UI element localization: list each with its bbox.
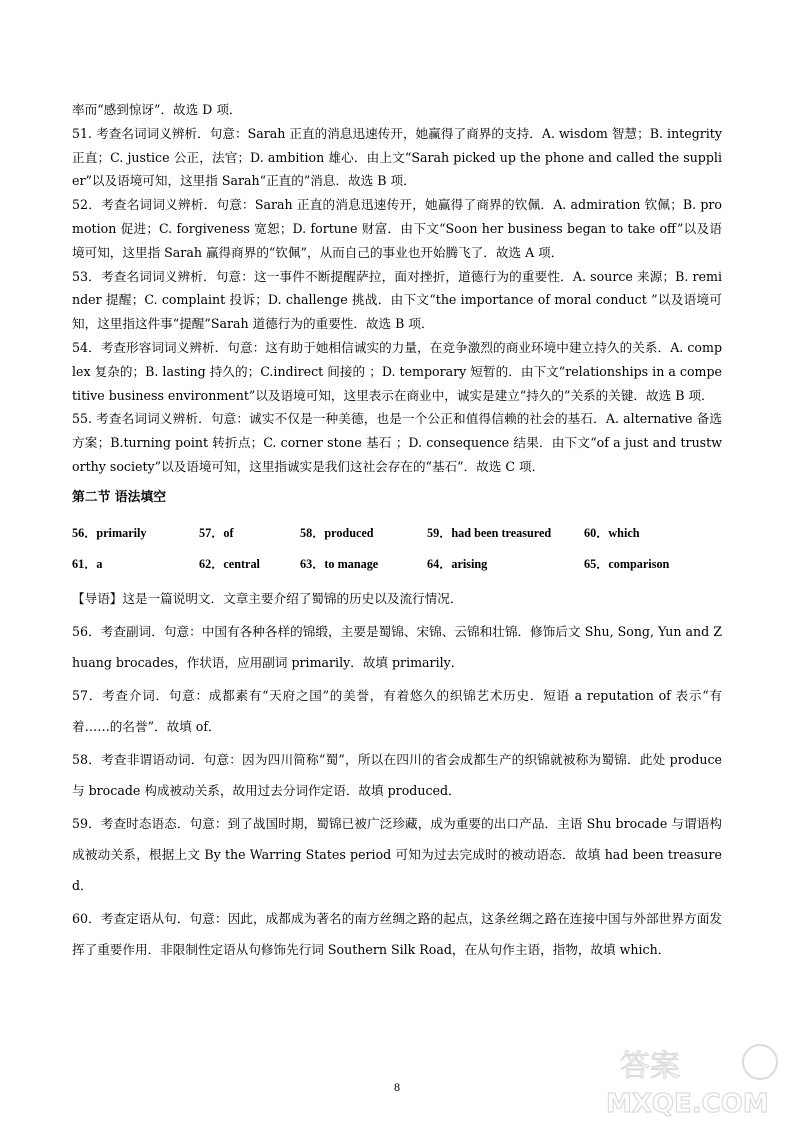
answer-row-2: [72, 548, 722, 579]
paragraph-q58: 58．考查非谓语动词．句意：因为四川简称“蜀”，所以在四川的省会成都生产的织锦就被称为蜀锦．此处 produce 与 brocade 构成被动关系，故用过去分词作定语．故填 produced．: [72, 751, 722, 798]
paragraph-q51: 51. 考查名词词义辨析．句意：Sarah 正直的消息迅速传开，她赢得了商界的支持．A. wisdom 智慧；B. integrity 正直；C. justice 公正，法官；D. ambition 雄心．由上文“Sarah picked up the phone and called the supplier”以及语境可知，这里指 Sarah“正直的”消息．故选 B 项．: [72, 125, 722, 189]
answer-59: 59．had been treasured: [427, 525, 552, 540]
section-title: 第二节 语法填空: [72, 489, 167, 505]
answer-61: 61．a: [72, 556, 103, 571]
answer-key: [72, 517, 722, 579]
answer-62: 62．central: [199, 556, 260, 571]
answer-57: 57．of: [199, 525, 234, 540]
paragraph-q59: 59．考查时态语态．句意：到了战国时期，蜀锦已被广泛珍藏，成为重要的出口产品．主语 Shu brocade 与谓语构成被动关系，根据上文 By the Warring States period 可知为过去完成时的被动语态．故填 had been treasured．: [72, 815, 722, 893]
answer-56: 56．primarily: [72, 525, 147, 540]
paragraph-q56: 56．考查副词．句意：中国有各种各样的锦缎，主要是蜀锦、宋锦、云锦和壮锦．修饰后文 Shu, Song, Yun and Zhuang brocades，作状语，应用副词 primarily．故填 primarily．: [72, 623, 722, 670]
answer-60: 60．which: [584, 525, 640, 540]
paragraph-q53: 53．考查名词词义辨析．句意：这一事件不断提醒萨拉，面对挫折，道德行为的重要性．A. source 来源；B. reminder 提醒；C. complaint 投诉；D. challenge 挑战．由下文“the importance of moral conduct ”以及语境可知，这里指这件事“提醒”Sarah 道德行为的重要性．故选 B 项．: [72, 268, 722, 332]
paragraph-q60: 60．考查定语从句．句意：因此，成都成为著名的南方丝绸之路的起点，这条丝绸之路在连接中国与外部世界方面发挥了重要作用．非限制性定语从句修饰先行词 Southern Silk Road，在从句作主语，指物，故填 which．: [72, 910, 722, 957]
paragraph-q54: 54．考查形容词词义辨析．句意：这有助于她相信诚实的力量，在竞争激烈的商业环境中建立持久的关系．A. complex 复杂的；B. lasting 持久的；C.indirect 间接的 ；D. temporary 短暂的．由下文“relationships in a competitive business environment”以及语境可知，这里表示在商业中，诚实是建立“持久的”关系的关键．故选 B 项．: [72, 339, 722, 403]
paragraph-q52: 52．考查名词词义辨析．句意：Sarah 正直的消息迅速传开，她赢得了商界的钦佩．A. admiration 钦佩；B. promotion 促进；C. forgiveness 宽恕；D. fortune 财富．由下文“Soon her business began to take off”以及语境可知，这里指 Sarah 赢得商界的“钦佩”，从而自己的事业也开始腾飞了．故选 A 项．: [72, 197, 722, 260]
paragraph-q55: 55. 考查名词词义辨析．句意：诚实不仅是一种美德，也是一个公正和值得信赖的社会的基石．A. alternative 备选方案；B.turning point 转折点；C. corner stone 基石 ；D. consequence 结果．由下文“of a just and trustworthy society”以及语境可知，这里指诚实是我们这社会存在的“基石”．故选 C 项．: [72, 411, 722, 474]
paragraph-intro: 率而“感到惊讶”．故选 D 项．: [72, 102, 242, 117]
paragraph-q57: 57．考查介词．句意：成都素有“天府之国”的美誉，有着悠久的织锦艺术历史．短语 a reputation of 表示“有着……的名誉”．故填 of．: [72, 687, 722, 734]
answer-row-1: [72, 517, 722, 548]
answer-64: 64．arising: [427, 556, 488, 571]
answer-58: 58．produced: [300, 525, 374, 540]
guide-text: 【导语】这是一篇说明文．文章主要介绍了蜀锦的历史以及流行情况．: [72, 590, 463, 606]
answer-65: 65．comparison: [584, 556, 670, 571]
watermark-bottom-text: MXQE.COM: [606, 1089, 769, 1119]
page-body: [72, 98, 722, 965]
answer-63: 63．to manage: [300, 556, 379, 571]
watermark-top-text: 答案: [620, 1049, 680, 1084]
page-number: 8: [394, 1080, 400, 1094]
